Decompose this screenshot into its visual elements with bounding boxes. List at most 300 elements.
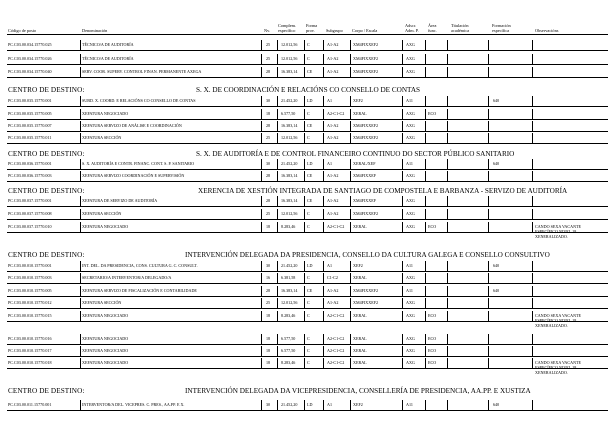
column-divider [323, 196, 324, 206]
cell-area: ECO [428, 360, 437, 365]
table-row [0, 286, 615, 297]
cell-obs: CANDO SEXA VACANTE ESPECÍFICO NIVEL 18 XENERALIZADO. [535, 360, 582, 375]
cell-denominacion: INTERVENTOR/A DEL. VICEPRES. C. PRES., AA.PP. E X. [82, 402, 185, 407]
column-divider [80, 196, 81, 206]
column-divider [447, 96, 448, 106]
cell-codigo: PC.C03.00.035.15770.005 [8, 111, 52, 116]
column-divider [532, 346, 533, 356]
column-divider [532, 209, 533, 219]
cell-subgrupo: A1 [327, 402, 333, 407]
column-divider [350, 54, 351, 64]
cell-nivel: 18 [266, 348, 271, 353]
cell-adscr: AXG [406, 336, 415, 341]
cell-corpo: XERAL [353, 111, 367, 116]
cell-denominacion: S. X. AUDITORÍA E CONTR. FINANC. CONT. S. P. SANITARIO [82, 161, 195, 166]
column-divider [304, 286, 305, 296]
table-row [0, 67, 615, 78]
column-divider [80, 261, 81, 271]
cell-complemento: 16.383,14 [281, 123, 298, 128]
column-divider [261, 334, 262, 344]
column-divider [425, 334, 426, 344]
column-divider [323, 40, 324, 50]
cell-denominacion: XEFATURA SECCIÓN [82, 300, 122, 305]
column-divider [277, 222, 278, 232]
column-divider [488, 209, 489, 219]
cell-subgrupo: A1-A2 [327, 300, 339, 305]
cell-corpo: XM4FIXXEF2 [353, 211, 379, 216]
column-divider [425, 96, 426, 106]
cell-denominacion: XEFATURA NEGOCIADO [82, 336, 129, 341]
cell-codigo: PC.C03.00.010.15770.001 [8, 263, 52, 268]
cell-nivel: 25 [266, 56, 271, 61]
column-divider [488, 54, 489, 64]
column-divider [261, 196, 262, 206]
column-divider [532, 196, 533, 206]
row-rule [7, 64, 608, 65]
column-divider [261, 346, 262, 356]
column-divider [80, 346, 81, 356]
column-divider [425, 121, 426, 131]
column-divider [402, 96, 403, 106]
row-rule [7, 143, 608, 144]
column-divider [277, 171, 278, 181]
cell-adscr: A11 [406, 402, 413, 407]
cell-corpo: XM4FIXXEF2 [353, 135, 379, 140]
table-row [0, 334, 615, 345]
column-divider [304, 400, 305, 410]
column-divider [532, 54, 533, 64]
cell-complemento: 8.283,46 [281, 360, 296, 365]
cell-corpo: XM4FIXXEF [353, 173, 376, 178]
cell-complemento: 6.577,50 [281, 111, 296, 116]
column-divider [261, 261, 262, 271]
column-divider [304, 311, 305, 321]
column-divider [488, 311, 489, 321]
row-rule [7, 344, 608, 345]
header-forma: Forma prov. [306, 23, 318, 33]
cell-denominacion: XEFATURA SECCIÓN [82, 211, 122, 216]
column-divider [532, 222, 533, 232]
table-row [0, 358, 615, 380]
cell-codigo: PC.C03.00.010.15770.018 [8, 360, 52, 365]
column-divider [402, 286, 403, 296]
column-divider [323, 96, 324, 106]
table-row [0, 54, 615, 65]
centro-label: CENTRO DE DESTINO: [8, 387, 85, 395]
cell-forma: C [307, 42, 310, 47]
table-row [0, 109, 615, 120]
column-divider [304, 358, 305, 368]
column-divider [402, 109, 403, 119]
column-divider [402, 298, 403, 308]
column-divider [261, 298, 262, 308]
cell-subgrupo: A1-A2 [327, 69, 339, 74]
column-divider [402, 159, 403, 169]
cell-adscr: A11 [406, 288, 413, 293]
column-divider [350, 171, 351, 181]
column-divider [323, 358, 324, 368]
column-divider [304, 109, 305, 119]
cell-formacion: 640 [493, 288, 500, 293]
column-divider [277, 109, 278, 119]
column-divider [350, 159, 351, 169]
column-divider [323, 171, 324, 181]
column-divider [425, 159, 426, 169]
column-divider [532, 286, 533, 296]
column-divider [304, 196, 305, 206]
cell-forma: C [307, 275, 310, 280]
cell-subgrupo: A2-C1-C2 [327, 111, 345, 116]
column-divider [350, 298, 351, 308]
cell-subgrupo: A1-A2 [327, 173, 339, 178]
table-row [0, 196, 615, 207]
column-divider [261, 311, 262, 321]
column-divider [350, 96, 351, 106]
column-divider [304, 298, 305, 308]
cell-subgrupo: A1-A2 [327, 42, 339, 47]
column-divider [80, 121, 81, 131]
centro-name: XERENCIA DE XESTIÓN INTEGRADA DE SANTIAGO DE COMPOSTELA E BARBANZA - SERVIZO DE AUDITORÍA [198, 187, 568, 195]
column-divider [532, 133, 533, 143]
cell-corpo: XEF2 [353, 98, 363, 103]
column-divider [402, 121, 403, 131]
header-corpo: Corpo / Escala [352, 28, 378, 33]
cell-denominacion: XEFATURA NEGOCIADO [82, 313, 129, 318]
column-divider [261, 109, 262, 119]
cell-subgrupo: A2-C1-C2 [327, 313, 345, 318]
column-divider [425, 346, 426, 356]
cell-denominacion: SERV. COOR. SUPERV. CONTROL FINAN. PERMANENTE AXEGA [82, 69, 202, 74]
column-divider [350, 121, 351, 131]
column-divider [261, 209, 262, 219]
cell-forma: C [307, 336, 310, 341]
table-row [0, 40, 615, 51]
column-divider [261, 171, 262, 181]
cell-complemento: 6.577,50 [281, 348, 296, 353]
column-divider [350, 109, 351, 119]
column-divider [447, 273, 448, 283]
cell-forma: C [307, 111, 310, 116]
cell-complemento: 21.452,20 [281, 263, 298, 268]
row-rule [7, 296, 608, 297]
cell-codigo: PC.C03.00.010.15770.016 [8, 336, 52, 341]
column-divider [425, 54, 426, 64]
cell-codigo: PC.C03.00.010.15770.017 [8, 348, 52, 353]
table-row [0, 171, 615, 182]
cell-codigo: PC.C03.00.035.15770.007 [8, 123, 52, 128]
cell-codigo: PC.C03.00.010.15770.012 [8, 300, 52, 305]
column-divider [277, 400, 278, 410]
centro-name: S. X. DE COORDINACIÓN E RELACIÓNS CO CONSELLO DE CONTAS [196, 86, 421, 94]
cell-forma: LD [307, 263, 313, 268]
column-divider [261, 273, 262, 283]
column-divider [323, 54, 324, 64]
column-divider [277, 273, 278, 283]
column-divider [447, 121, 448, 131]
cell-nivel: 18 [266, 224, 271, 229]
column-divider [304, 261, 305, 271]
column-divider [532, 159, 533, 169]
column-divider [350, 286, 351, 296]
column-divider [304, 67, 305, 77]
cell-forma: CE [307, 288, 313, 293]
column-divider [323, 311, 324, 321]
column-divider [304, 133, 305, 143]
column-divider [402, 400, 403, 410]
cell-adscr: AXG [406, 198, 415, 203]
cell-subgrupo: A1 [327, 263, 333, 268]
cell-forma: C [307, 224, 310, 229]
cell-nivel: 25 [266, 42, 271, 47]
cell-forma: LD [307, 98, 313, 103]
column-divider [350, 196, 351, 206]
table-row [0, 261, 615, 272]
column-divider [350, 40, 351, 50]
column-divider [425, 273, 426, 283]
cell-area: ECO [428, 348, 437, 353]
cell-codigo: PC.C03.00.034.15770.026 [8, 56, 52, 61]
cell-area: ECO [428, 313, 437, 318]
cell-codigo: PC.C03.00.034.15770.040 [8, 69, 52, 74]
column-divider [323, 273, 324, 283]
column-divider [402, 334, 403, 344]
cell-corpo: XM4FIXXEF2 [353, 288, 379, 293]
table-row [0, 298, 615, 309]
cell-adscr: A11 [406, 161, 413, 166]
column-divider [488, 400, 489, 410]
column-divider [447, 109, 448, 119]
cell-formacion: 640 [493, 263, 500, 268]
cell-corpo: XEF2 [353, 263, 363, 268]
column-divider [323, 261, 324, 271]
cell-complemento: 12.012,56 [281, 135, 298, 140]
column-divider [425, 358, 426, 368]
cell-formacion: 640 [493, 402, 500, 407]
cell-denominacion: XEFATURA NEGOCIADO [82, 111, 129, 116]
column-divider [304, 273, 305, 283]
column-divider [447, 298, 448, 308]
column-divider [80, 159, 81, 169]
cell-adscr: AXG [406, 300, 415, 305]
column-divider [80, 400, 81, 410]
cell-subgrupo: A1-A2 [327, 135, 339, 140]
column-divider [402, 273, 403, 283]
table-row [0, 133, 615, 144]
column-divider [277, 261, 278, 271]
column-divider [532, 67, 533, 77]
row-rule [7, 119, 608, 120]
column-divider [532, 40, 533, 50]
cell-subgrupo: A2-C1-C2 [327, 348, 345, 353]
cell-obs: CANDO SEXA VACANTE ESPECÍFICO NIVEL 18 XENERALIZADO. [535, 313, 582, 328]
cell-formacion: 640 [493, 98, 500, 103]
column-divider [425, 222, 426, 232]
column-divider [447, 261, 448, 271]
column-divider [323, 67, 324, 77]
column-divider [447, 222, 448, 232]
column-divider [488, 171, 489, 181]
row-rule [7, 181, 608, 182]
table-row [0, 346, 615, 357]
cell-adscr: AXG [406, 348, 415, 353]
table-row [0, 209, 615, 220]
cell-complemento: 16.383,14 [281, 288, 298, 293]
cell-subgrupo: A1-A2 [327, 56, 339, 61]
cell-subgrupo: C1-C2 [327, 275, 338, 280]
table-row [0, 311, 615, 333]
column-divider [277, 96, 278, 106]
cell-codigo: PC.C03.00.010.15770.015 [8, 313, 52, 318]
header-complemento: Complem. específico [278, 23, 297, 33]
cell-codigo: PC.C03.00.037.15770.008 [8, 211, 52, 216]
cell-nivel: 25 [266, 300, 271, 305]
cell-denominacion: TÉCNICO/A DE AUDITORÍA [82, 56, 134, 61]
cell-complemento: 16.383,14 [281, 69, 298, 74]
row-rule [7, 50, 608, 51]
column-divider [323, 286, 324, 296]
column-divider [532, 273, 533, 283]
cell-adscr: AXG [406, 69, 415, 74]
cell-complemento: 16.383,14 [281, 173, 298, 178]
cell-denominacion: SUBD. X. COORD. E RELACIÓNS CO CONSELLO DE CONTAS [82, 98, 196, 103]
cell-complemento: 21.452,20 [281, 402, 298, 407]
cell-adscr: A11 [406, 263, 413, 268]
header-codigo: Código de posto [8, 28, 37, 33]
column-divider [80, 298, 81, 308]
table-row [0, 159, 615, 170]
column-divider [447, 400, 448, 410]
header-titulacion: Titulación académica [451, 23, 470, 33]
cell-denominacion: SECRETARIO/A INTERVENTOR/A DELEGADO/A [82, 275, 172, 280]
column-divider [304, 222, 305, 232]
cell-adscr: AXG [406, 211, 415, 216]
column-divider [323, 222, 324, 232]
column-divider [80, 96, 81, 106]
column-divider [277, 54, 278, 64]
column-divider [447, 196, 448, 206]
cell-codigo: PC.C03.00.035.15770.011 [8, 135, 52, 140]
column-divider [277, 40, 278, 50]
row-rule [7, 356, 608, 357]
centro-name: INTERVENCIÓN DELEGADA DA VICEPRESIDENCIA, CONSELLERÍA DE PRESIDENCIA, AA.PP. E XUSTIZA [185, 387, 531, 395]
column-divider [350, 346, 351, 356]
column-divider [277, 121, 278, 131]
column-divider [402, 261, 403, 271]
header-adscr: Adscr. Adm. P. [405, 23, 419, 33]
column-divider [350, 334, 351, 344]
cell-subgrupo: A2-C1-C2 [327, 360, 345, 365]
column-divider [402, 209, 403, 219]
cell-nivel: 30 [266, 402, 271, 407]
column-divider [277, 346, 278, 356]
column-divider [80, 334, 81, 344]
column-divider [80, 209, 81, 219]
row-rule [7, 283, 608, 284]
cell-complemento: 21.452,20 [281, 161, 298, 166]
column-divider [261, 133, 262, 143]
table-row [0, 273, 615, 284]
column-divider [304, 171, 305, 181]
cell-codigo: PC.C03.00.011.15770.001 [8, 402, 52, 407]
cell-nivel: 30 [266, 161, 271, 166]
column-divider [447, 311, 448, 321]
cell-adscr: AXG [406, 313, 415, 318]
column-divider [277, 311, 278, 321]
column-divider [402, 358, 403, 368]
column-divider [447, 54, 448, 64]
cell-corpo: XM4FIXXEF [353, 198, 376, 203]
column-divider [488, 261, 489, 271]
cell-forma: C [307, 211, 310, 216]
column-divider [488, 40, 489, 50]
column-divider [488, 196, 489, 206]
centro-label: CENTRO DE DESTINO: [8, 86, 85, 94]
column-divider [488, 334, 489, 344]
column-divider [80, 358, 81, 368]
cell-subgrupo: A1-A2 [327, 211, 339, 216]
column-divider [304, 334, 305, 344]
column-divider [80, 311, 81, 321]
column-divider [532, 121, 533, 131]
header-rule [7, 34, 608, 35]
column-divider [488, 96, 489, 106]
column-divider [261, 358, 262, 368]
column-divider [323, 334, 324, 344]
cell-nivel: 28 [266, 198, 271, 203]
column-divider [277, 209, 278, 219]
column-divider [532, 358, 533, 368]
column-divider [350, 209, 351, 219]
cell-denominacion: XEFATURA SERVIZO DE FISCALIZACIÓN E CONTABILIDADE [82, 288, 197, 293]
column-divider [261, 96, 262, 106]
column-divider [323, 159, 324, 169]
column-divider [488, 109, 489, 119]
cell-codigo: PC.C03.00.036.15770.003 [8, 173, 52, 178]
header-nivel: Nv. [264, 28, 271, 33]
column-divider [425, 171, 426, 181]
cell-corpo: XM4FIXXEF2 [353, 42, 379, 47]
cell-adscr: A11 [406, 98, 413, 103]
column-divider [80, 40, 81, 50]
cell-nivel: 28 [266, 173, 271, 178]
cell-forma: C [307, 348, 310, 353]
column-divider [447, 171, 448, 181]
column-divider [488, 273, 489, 283]
cell-area: ECO [428, 111, 437, 116]
column-divider [261, 121, 262, 131]
row-rule [7, 106, 608, 107]
cell-denominacion: XEFATURA SECCIÓN [82, 135, 122, 140]
column-divider [323, 209, 324, 219]
column-divider [323, 133, 324, 143]
cell-forma: CE [307, 123, 313, 128]
column-divider [261, 400, 262, 410]
column-divider [488, 133, 489, 143]
column-divider [447, 209, 448, 219]
cell-corpo: XERAL [353, 348, 367, 353]
table-row [0, 96, 615, 107]
cell-corpo: XERAL [353, 336, 367, 341]
cell-codigo: PC.C03.00.036.15770.001 [8, 161, 52, 166]
column-divider [447, 346, 448, 356]
column-divider [402, 133, 403, 143]
cell-complemento: 12.012,56 [281, 300, 298, 305]
column-divider [304, 209, 305, 219]
centro-label: CENTRO DE DESTINO: [8, 251, 85, 259]
cell-corpo: XERAL [353, 313, 367, 318]
cell-denominacion: XEFATURA NEGOCIADO [82, 224, 129, 229]
cell-complemento: 8.283,46 [281, 224, 296, 229]
